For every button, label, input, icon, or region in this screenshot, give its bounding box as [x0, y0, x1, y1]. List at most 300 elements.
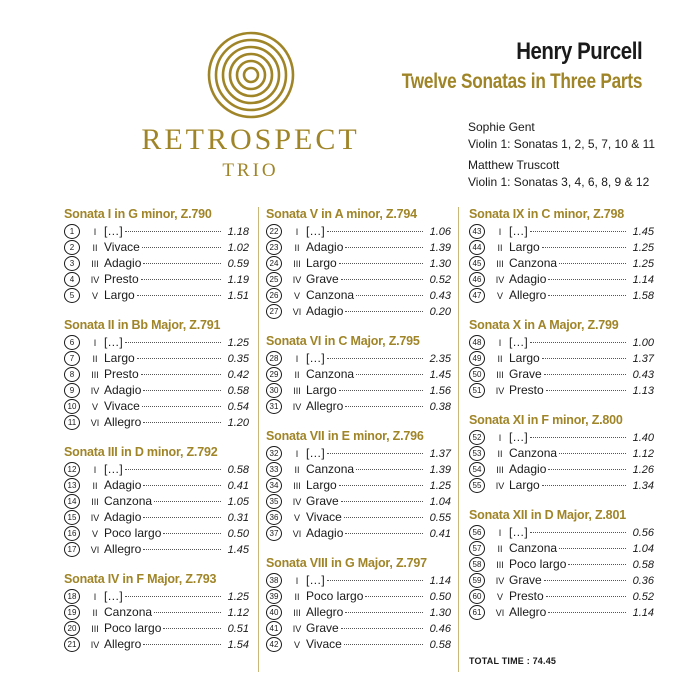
track-duration: 1.14 — [429, 575, 451, 587]
dot-leader — [542, 485, 626, 486]
dot-leader — [137, 358, 221, 359]
track-number: 61 — [469, 605, 485, 620]
movement-title: […] — [509, 430, 528, 444]
track-number: 9 — [64, 383, 80, 398]
track-number: 13 — [64, 478, 80, 493]
track-row — [266, 572, 451, 588]
movement-title: Grave — [509, 573, 542, 587]
sonata-block — [266, 429, 451, 541]
movement-numeral: IV — [495, 275, 505, 285]
dot-leader — [345, 406, 423, 407]
movement-numeral: IV — [495, 481, 505, 491]
track-row — [64, 493, 249, 509]
dot-leader — [344, 517, 423, 518]
track-number: 58 — [469, 557, 485, 572]
movement-numeral: V — [91, 402, 98, 412]
track-number: 49 — [469, 351, 485, 366]
movement-title: Vivace — [104, 399, 140, 413]
track-duration: 0.52 — [632, 591, 654, 603]
movement-numeral: II — [497, 449, 503, 459]
sonata-block — [266, 334, 451, 414]
track-number: 48 — [469, 335, 485, 350]
track-duration: 1.13 — [632, 385, 654, 397]
movement-title: Largo — [306, 478, 337, 492]
track-row — [469, 572, 654, 588]
track-duration: 0.56 — [632, 527, 654, 539]
track-duration: 1.45 — [429, 369, 451, 381]
total-time: TOTAL TIME : 74.45 — [469, 656, 557, 666]
movement-title: Canzona — [306, 462, 355, 476]
movement-title: Grave — [306, 621, 339, 635]
movement-numeral: VI — [90, 545, 100, 555]
track-row — [64, 350, 249, 366]
track-row — [469, 604, 654, 620]
track-duration: 1.19 — [227, 274, 249, 286]
movement-numeral: V — [91, 529, 98, 539]
movement-numeral: I — [295, 449, 299, 459]
track-row — [266, 223, 451, 239]
track-duration: 0.36 — [632, 575, 654, 587]
track-row — [64, 477, 249, 493]
track-duration: 1.37 — [429, 448, 451, 460]
movement-numeral: II — [92, 608, 98, 618]
track-number: 42 — [266, 637, 282, 652]
movement-numeral: II — [294, 370, 300, 380]
movement-title: Canzona — [509, 541, 558, 555]
track-number: 46 — [469, 272, 485, 287]
track-row — [469, 366, 654, 382]
sonata-block — [64, 572, 249, 652]
track-row — [64, 223, 249, 239]
movement-numeral: IV — [90, 640, 100, 650]
dot-leader — [125, 596, 221, 597]
movement-numeral: IV — [90, 513, 100, 523]
dot-leader — [141, 374, 221, 375]
movement-numeral: II — [294, 465, 300, 475]
track-row — [64, 414, 249, 430]
track-number: 4 — [64, 272, 80, 287]
movement-title: Poco largo — [306, 589, 364, 603]
sonata-title: Sonata VI in C Major, Z.795 — [266, 334, 420, 348]
track-row — [64, 239, 249, 255]
track-number: 17 — [64, 542, 80, 557]
track-row — [469, 239, 654, 255]
track-duration: 0.52 — [429, 274, 451, 286]
track-duration: 1.25 — [632, 258, 654, 270]
sonata-block — [266, 207, 451, 319]
track-row — [469, 477, 654, 493]
track-duration: 1.56 — [429, 385, 451, 397]
track-number: 41 — [266, 621, 282, 636]
movement-numeral: V — [496, 592, 503, 602]
track-number: 51 — [469, 383, 485, 398]
track-duration: 1.45 — [632, 226, 654, 238]
movement-title: […] — [306, 224, 325, 238]
movement-title: Poco largo — [104, 526, 162, 540]
movement-title: […] — [104, 335, 123, 349]
column-divider — [458, 207, 459, 672]
sonata-block — [469, 508, 654, 620]
movement-numeral: I — [498, 227, 502, 237]
movement-numeral: II — [294, 592, 300, 602]
sonata-block — [469, 413, 654, 493]
movement-title: Presto — [104, 367, 139, 381]
movement-numeral: III — [293, 386, 301, 396]
movement-numeral: II — [497, 354, 503, 364]
movement-title: Presto — [509, 589, 544, 603]
track-row — [266, 382, 451, 398]
track-row — [64, 588, 249, 604]
movement-title: Vivace — [104, 240, 140, 254]
track-number: 50 — [469, 367, 485, 382]
movement-numeral: III — [91, 624, 99, 634]
movement-title: Poco largo — [509, 557, 567, 571]
track-number: 57 — [469, 541, 485, 556]
track-row — [469, 334, 654, 350]
track-row — [266, 398, 451, 414]
sonata-block — [266, 556, 451, 652]
track-number: 37 — [266, 526, 282, 541]
sonata-title: Sonata VIII in G Major, Z.797 — [266, 556, 427, 570]
track-number: 15 — [64, 510, 80, 525]
track-row — [266, 620, 451, 636]
dot-leader — [356, 469, 423, 470]
concentric-circles-icon — [206, 30, 296, 120]
movement-title: Allegro — [306, 399, 344, 413]
track-row — [266, 525, 451, 541]
track-number: 38 — [266, 573, 282, 588]
album-header — [349, 38, 642, 94]
dot-leader — [546, 390, 626, 391]
tracklist-column-3 — [469, 207, 654, 635]
track-duration: 1.30 — [429, 258, 451, 270]
movement-title: Vivace — [306, 510, 342, 524]
dot-leader — [327, 580, 423, 581]
track-duration: 1.25 — [429, 480, 451, 492]
dot-leader — [341, 279, 423, 280]
track-duration: 0.42 — [227, 369, 249, 381]
movement-numeral: III — [293, 481, 301, 491]
track-number: 44 — [469, 240, 485, 255]
dot-leader — [546, 596, 626, 597]
dot-leader — [356, 295, 423, 296]
movement-numeral: I — [295, 576, 299, 586]
sonata-block — [64, 318, 249, 430]
track-duration: 1.12 — [632, 448, 654, 460]
movement-numeral: III — [496, 560, 504, 570]
work-title: Twelve Sonatas in Three Parts — [401, 70, 642, 93]
dot-leader — [559, 453, 626, 454]
movement-title: Largo — [509, 478, 540, 492]
movement-numeral: III — [293, 259, 301, 269]
movement-numeral: I — [93, 338, 97, 348]
movement-title: Allegro — [509, 288, 547, 302]
movement-title: […] — [104, 224, 123, 238]
performer-name: Matthew Truscott — [468, 158, 560, 172]
track-row — [266, 509, 451, 525]
movement-numeral: II — [497, 243, 503, 253]
track-duration: 1.14 — [632, 274, 654, 286]
dot-leader — [143, 549, 221, 550]
dot-leader — [341, 628, 423, 629]
track-duration: 1.04 — [429, 496, 451, 508]
track-duration: 1.04 — [632, 543, 654, 555]
movement-title: Adagio — [104, 256, 142, 270]
dot-leader — [345, 612, 423, 613]
track-row — [64, 366, 249, 382]
movement-title: […] — [306, 573, 325, 587]
dot-leader — [344, 644, 423, 645]
track-row — [64, 271, 249, 287]
ensemble-name: RETROSPECT — [141, 123, 360, 156]
movement-title: Canzona — [509, 256, 558, 270]
track-number: 53 — [469, 446, 485, 461]
track-number: 2 — [64, 240, 80, 255]
movement-numeral: I — [295, 227, 299, 237]
movement-numeral: IV — [90, 275, 100, 285]
dot-leader — [542, 358, 626, 359]
sonata-block — [469, 207, 654, 303]
track-duration: 1.37 — [632, 353, 654, 365]
track-duration: 1.40 — [632, 432, 654, 444]
track-duration: 0.41 — [429, 528, 451, 540]
track-number: 31 — [266, 399, 282, 414]
movement-numeral: I — [93, 227, 97, 237]
dot-leader — [125, 469, 221, 470]
track-duration: 1.34 — [632, 480, 654, 492]
movement-title: Canzona — [509, 446, 558, 460]
track-row — [64, 509, 249, 525]
movement-numeral: I — [93, 465, 97, 475]
dot-leader — [339, 390, 423, 391]
track-number: 23 — [266, 240, 282, 255]
movement-title: […] — [306, 446, 325, 460]
track-duration: 0.59 — [227, 258, 249, 270]
movement-title: Allegro — [306, 605, 344, 619]
track-duration: 0.46 — [429, 623, 451, 635]
dot-leader — [163, 628, 221, 629]
movement-numeral: II — [92, 354, 98, 364]
track-number: 55 — [469, 478, 485, 493]
movement-title: Allegro — [104, 542, 142, 556]
track-duration: 1.51 — [227, 290, 249, 302]
performer-role: Violin 1: Sonatas 1, 2, 5, 7, 10 & 11 — [468, 137, 656, 151]
dot-leader — [544, 580, 626, 581]
track-row — [266, 350, 451, 366]
movement-numeral: III — [496, 259, 504, 269]
movement-title: Largo — [509, 351, 540, 365]
track-duration: 1.02 — [227, 242, 249, 254]
dot-leader — [327, 231, 423, 232]
sonata-title: Sonata XI in F minor, Z.800 — [469, 413, 623, 427]
dot-leader — [345, 533, 423, 534]
sonata-title: Sonata I in G minor, Z.790 — [64, 207, 212, 221]
movement-numeral: IV — [292, 402, 302, 412]
movement-title: […] — [509, 224, 528, 238]
dot-leader — [143, 517, 221, 518]
movement-numeral: I — [498, 528, 502, 538]
sonata-title: Sonata III in D minor, Z.792 — [64, 445, 218, 459]
dot-leader — [559, 548, 626, 549]
track-number: 30 — [266, 383, 282, 398]
movement-title: Adagio — [104, 510, 142, 524]
track-duration: 1.25 — [632, 242, 654, 254]
movement-title: Canzona — [104, 494, 153, 508]
dot-leader — [559, 263, 626, 264]
sonata-title: Sonata IX in C minor, Z.798 — [469, 207, 625, 221]
dot-leader — [356, 374, 423, 375]
track-number: 33 — [266, 462, 282, 477]
movement-numeral: VI — [292, 307, 302, 317]
dot-leader — [548, 469, 626, 470]
sonata-block — [469, 318, 654, 398]
track-row — [64, 287, 249, 303]
dot-leader — [548, 279, 626, 280]
track-number: 39 — [266, 589, 282, 604]
movement-title: Adagio — [509, 462, 547, 476]
track-duration: 0.50 — [227, 528, 249, 540]
movement-numeral: VI — [495, 608, 505, 618]
movement-numeral: IV — [292, 275, 302, 285]
movement-numeral: III — [91, 497, 99, 507]
track-number: 59 — [469, 573, 485, 588]
track-number: 6 — [64, 335, 80, 350]
track-row — [469, 524, 654, 540]
track-row — [469, 556, 654, 572]
sonata-title: Sonata XII in D Major, Z.801 — [469, 508, 626, 522]
movement-numeral: III — [496, 465, 504, 475]
track-number: 20 — [64, 621, 80, 636]
track-row — [469, 271, 654, 287]
track-duration: 0.31 — [227, 512, 249, 524]
ensemble-subtitle: TRIO — [222, 160, 279, 181]
track-row — [266, 287, 451, 303]
track-number: 28 — [266, 351, 282, 366]
track-number: 1 — [64, 224, 80, 239]
track-duration: 0.58 — [227, 385, 249, 397]
movement-numeral: V — [91, 291, 98, 301]
movement-title: Poco largo — [104, 621, 162, 635]
track-number: 36 — [266, 510, 282, 525]
track-row — [469, 461, 654, 477]
tracklist-column-1 — [64, 207, 249, 667]
track-row — [266, 255, 451, 271]
movement-numeral: I — [498, 433, 502, 443]
track-number: 54 — [469, 462, 485, 477]
track-number: 8 — [64, 367, 80, 382]
track-row — [469, 287, 654, 303]
dot-leader — [548, 295, 626, 296]
track-row — [469, 223, 654, 239]
track-row — [64, 398, 249, 414]
sonata-title: Sonata II in Bb Major, Z.791 — [64, 318, 221, 332]
track-row — [64, 255, 249, 271]
track-row — [266, 303, 451, 319]
movement-title: Largo — [104, 351, 135, 365]
track-number: 11 — [64, 415, 80, 430]
sonata-title: Sonata IV in F Major, Z.793 — [64, 572, 217, 586]
track-row — [266, 461, 451, 477]
movement-numeral: IV — [495, 386, 505, 396]
dot-leader — [339, 485, 423, 486]
track-number: 19 — [64, 605, 80, 620]
track-row — [64, 541, 249, 557]
movement-title: Allegro — [509, 605, 547, 619]
track-row — [469, 540, 654, 556]
track-row — [266, 239, 451, 255]
track-row — [469, 255, 654, 271]
movement-numeral: II — [92, 481, 98, 491]
dot-leader — [339, 263, 423, 264]
movement-title: […] — [104, 589, 123, 603]
movement-title: Allegro — [104, 637, 142, 651]
track-number: 47 — [469, 288, 485, 303]
track-row — [64, 382, 249, 398]
track-duration: 0.38 — [429, 401, 451, 413]
retrospect-trio-logo — [128, 30, 373, 182]
movement-title: […] — [509, 335, 528, 349]
track-row — [64, 636, 249, 652]
track-duration: 0.41 — [227, 480, 249, 492]
track-number: 18 — [64, 589, 80, 604]
movement-title: Largo — [306, 383, 337, 397]
movement-numeral: VI — [292, 529, 302, 539]
movement-title: Adagio — [306, 240, 344, 254]
track-row — [266, 271, 451, 287]
movement-title: Adagio — [509, 272, 547, 286]
track-number: 60 — [469, 589, 485, 604]
movement-title: Allegro — [104, 415, 142, 429]
movement-numeral: IV — [495, 576, 505, 586]
track-duration: 1.26 — [632, 464, 654, 476]
dot-leader — [141, 279, 221, 280]
movement-numeral: III — [293, 608, 301, 618]
track-number: 27 — [266, 304, 282, 319]
sonata-title: Sonata VII in E minor, Z.796 — [266, 429, 424, 443]
movement-numeral: I — [295, 354, 299, 364]
track-number: 3 — [64, 256, 80, 271]
movement-numeral: IV — [292, 624, 302, 634]
movement-title: Adagio — [306, 304, 344, 318]
movement-title: […] — [104, 462, 123, 476]
movement-title: Vivace — [306, 637, 342, 651]
track-row — [469, 382, 654, 398]
track-row — [266, 493, 451, 509]
track-duration: 1.30 — [429, 607, 451, 619]
dot-leader — [142, 406, 221, 407]
track-duration: 1.39 — [429, 242, 451, 254]
track-duration: 1.45 — [227, 544, 249, 556]
movement-numeral: I — [93, 592, 97, 602]
dot-leader — [341, 501, 423, 502]
movement-numeral: V — [293, 640, 300, 650]
dot-leader — [154, 612, 221, 613]
movement-numeral: III — [91, 370, 99, 380]
movement-title: Largo — [306, 256, 337, 270]
track-row — [266, 366, 451, 382]
movement-title: Largo — [509, 240, 540, 254]
track-row — [266, 588, 451, 604]
track-number: 40 — [266, 605, 282, 620]
dot-leader — [530, 342, 626, 343]
track-duration: 0.58 — [632, 559, 654, 571]
movement-title: […] — [509, 525, 528, 539]
track-row — [266, 604, 451, 620]
track-number: 22 — [266, 224, 282, 239]
track-number: 7 — [64, 351, 80, 366]
sonata-block — [64, 445, 249, 557]
track-number: 10 — [64, 399, 80, 414]
